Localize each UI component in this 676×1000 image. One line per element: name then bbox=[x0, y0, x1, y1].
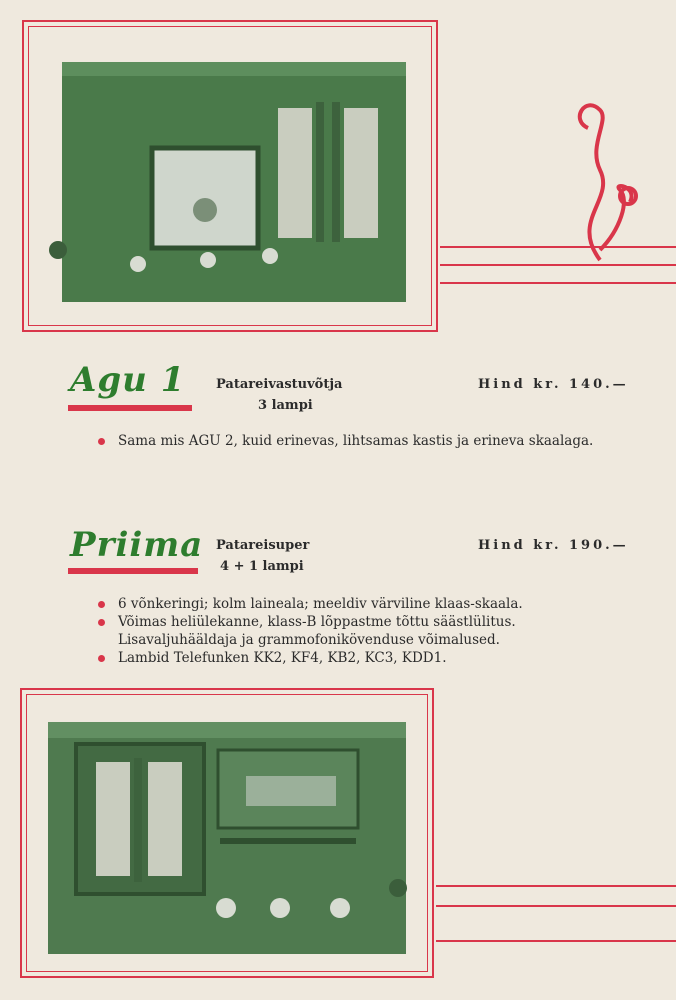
agu-title-underline bbox=[68, 405, 192, 411]
list-item: Sama mis AGU 2, kuid erinevas, lihtsamas kastis ja erineva skaalaga. bbox=[96, 432, 616, 450]
priima-radio-image bbox=[40, 708, 420, 964]
top-stripe-2 bbox=[440, 264, 676, 266]
list-item: 6 võnkeringi; kolm laineala; meeldiv värviline klaas-skaala. bbox=[96, 595, 616, 613]
agu-desc-line1: Patareivastuvõtja bbox=[216, 377, 343, 392]
agu-desc-line2: 3 lampi bbox=[258, 398, 313, 413]
agu-brand-title: Agu 1 bbox=[70, 360, 186, 400]
swirl-ornament bbox=[560, 90, 650, 270]
agu-feature-list bbox=[96, 432, 616, 450]
bottom-stripe-2 bbox=[436, 905, 676, 907]
bottom-stripe-1 bbox=[436, 885, 676, 887]
top-stripe-1 bbox=[440, 246, 676, 248]
priima-brand-title: Priima bbox=[70, 525, 204, 565]
priima-title-underline bbox=[68, 568, 198, 574]
agu-price: Hind kr. 140.— bbox=[478, 377, 629, 392]
priima-desc-line1: Patareisuper bbox=[216, 538, 310, 553]
priima-price: Hind kr. 190.— bbox=[478, 538, 629, 553]
list-item: Võimas heliülekanne, klass-B lõppastme tõttu säästlülitus. Lisavaljuhääldaja ja grammofonikövenduse võimalused. bbox=[96, 613, 616, 649]
top-stripe-3 bbox=[440, 282, 676, 284]
priima-feature-list bbox=[96, 595, 616, 667]
bottom-stripe-3 bbox=[436, 940, 676, 942]
list-item: Lambid Telefunken KK2, KF4, KB2, KC3, KDD1. bbox=[96, 649, 616, 667]
priima-desc-line2: 4 + 1 lampi bbox=[220, 559, 304, 574]
agu-radio-image bbox=[40, 50, 420, 310]
